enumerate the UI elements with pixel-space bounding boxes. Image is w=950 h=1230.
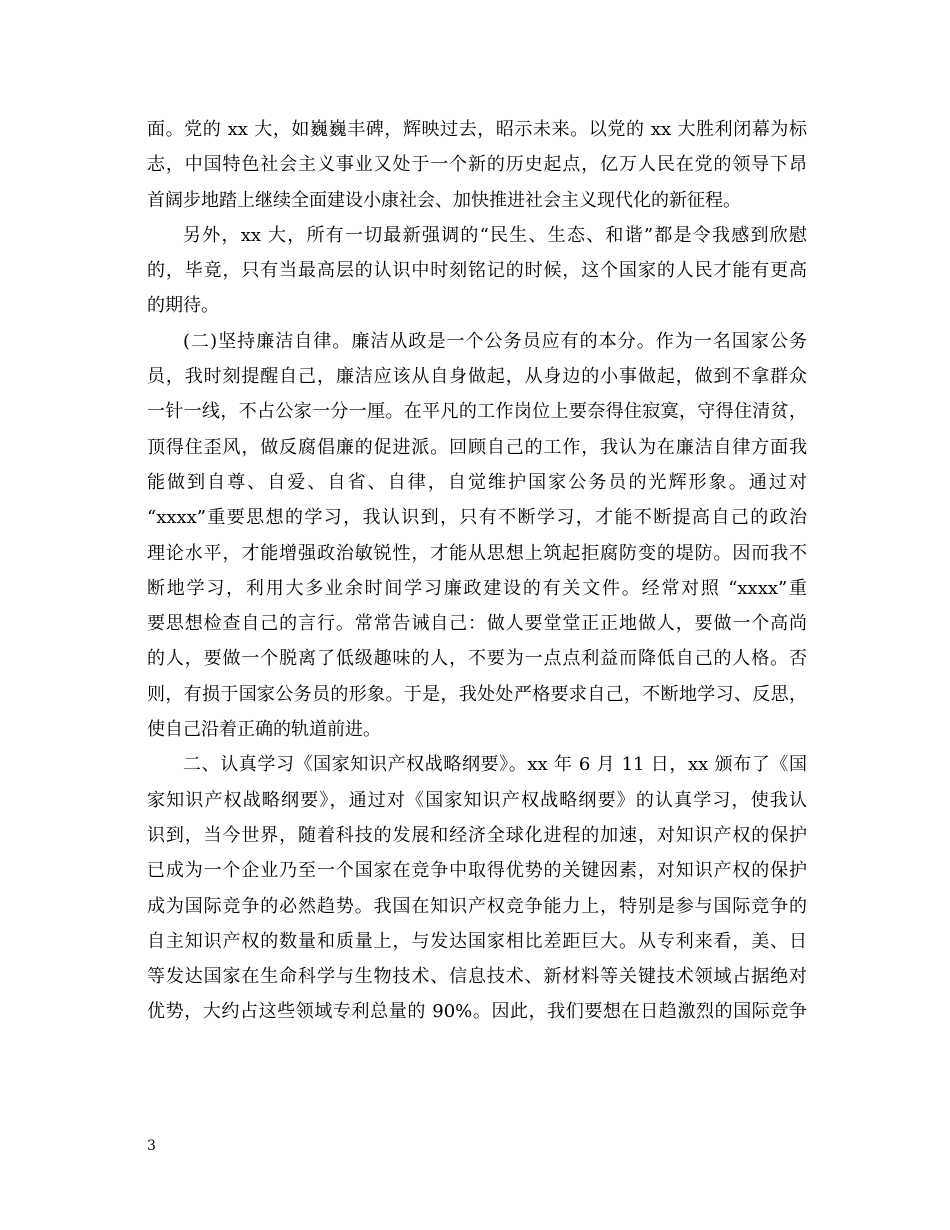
text-line: 使自己沿着正确的轨道前进。 — [147, 719, 381, 741]
text-line: 已成为一个企业乃至一个国家在竞争中取得优势的关键因素，对知识产权的保护 — [147, 860, 807, 882]
text-line: 要思想检查自己的言行。常常告诫自己：做人要堂堂正正地做人，要做一个高尚 — [147, 613, 807, 635]
document-body — [147, 112, 807, 1030]
text-line: 识到，当今世界，随着科技的发展和经济全球化进程的加速，对知识产权的保护 — [147, 824, 807, 846]
text-line: 自主知识产权的数量和质量上，与发达国家相比差距巨大。从专利来看，美、日 — [147, 930, 807, 952]
text-line: 顶得住歪风，做反腐倡廉的促进派。回顾自己的工作，我认为在廉洁自律方面我 — [147, 436, 807, 458]
text-line: 能做到自尊、自爱、自省、自律，自觉维护国家公务员的光辉形象。通过对 — [147, 471, 807, 493]
text-line: 员，我时刻提醒自己，廉洁应该从自身做起，从身边的小事做起，做到不拿群众 — [147, 366, 807, 388]
text-line: 成为国际竞争的必然趋势。我国在知识产权竞争能力上，特别是参与国际竞争的 — [147, 895, 807, 917]
text-line: 二、认真学习《国家知识产权战略纲要》。xx 年 6 月 11 日，xx 颁布了《国 — [183, 754, 807, 776]
text-line: 理论水平，才能增强政治敏锐性，才能从思想上筑起拒腐防变的堤防。因而我不 — [147, 542, 807, 564]
page-number: 3 — [147, 1138, 156, 1154]
text-line: 断地学习，利用大多业余时间学习廉政建设的有关文件。经常对照 “xxxx”重 — [147, 577, 807, 599]
text-line: 志，中国特色社会主义事业又处于一个新的历史起点，亿万人民在党的领导下昂 — [147, 154, 807, 176]
text-line: 优势，大约占这些领域专利总量的 90%。因此，我们要想在日趋激烈的国际竞争 — [147, 1001, 807, 1023]
text-line: 则，有损于国家公务员的形象。于是，我处处严格要求自己，不断地学习、反思， — [147, 683, 807, 705]
text-line: (二)坚持廉洁自律。廉洁从政是一个公务员应有的本分。作为一名国家公务 — [183, 330, 807, 352]
text-line: 一针一线，不占公家一分一厘。在平凡的工作岗位上要奈得住寂寞，守得住清贫， — [147, 401, 807, 423]
text-line: 家知识产权战略纲要》，通过对《国家知识产权战略纲要》的认真学习，使我认 — [147, 789, 807, 811]
text-line: 的，毕竟，只有当最高层的认识中时刻铭记的时候，这个国家的人民才能有更高 — [147, 260, 807, 282]
text-line: 的期待。 — [147, 295, 219, 317]
text-line: 的人，要做一个脱离了低级趣味的人，不要为一点点利益而降低自己的人格。否 — [147, 648, 807, 670]
text-line: 等发达国家在生命科学与生物技术、信息技术、新材料等关键技术领域占据绝对 — [147, 966, 807, 988]
text-line: “xxxx”重要思想的学习，我认识到，只有不断学习，才能不断提高自己的政治 — [147, 507, 807, 529]
text-line: 面。党的 xx 大，如巍巍丰碑，辉映过去，昭示未来。以党的 xx 大胜利闭幕为标 — [147, 119, 807, 140]
text-line: 另外，xx 大，所有一切最新强调的“民生、生态、和谐”都是令我感到欣慰 — [183, 224, 807, 246]
text-line: 首阔步地踏上继续全面建设小康社会、加快推进社会主义现代化的新征程。 — [147, 189, 741, 211]
